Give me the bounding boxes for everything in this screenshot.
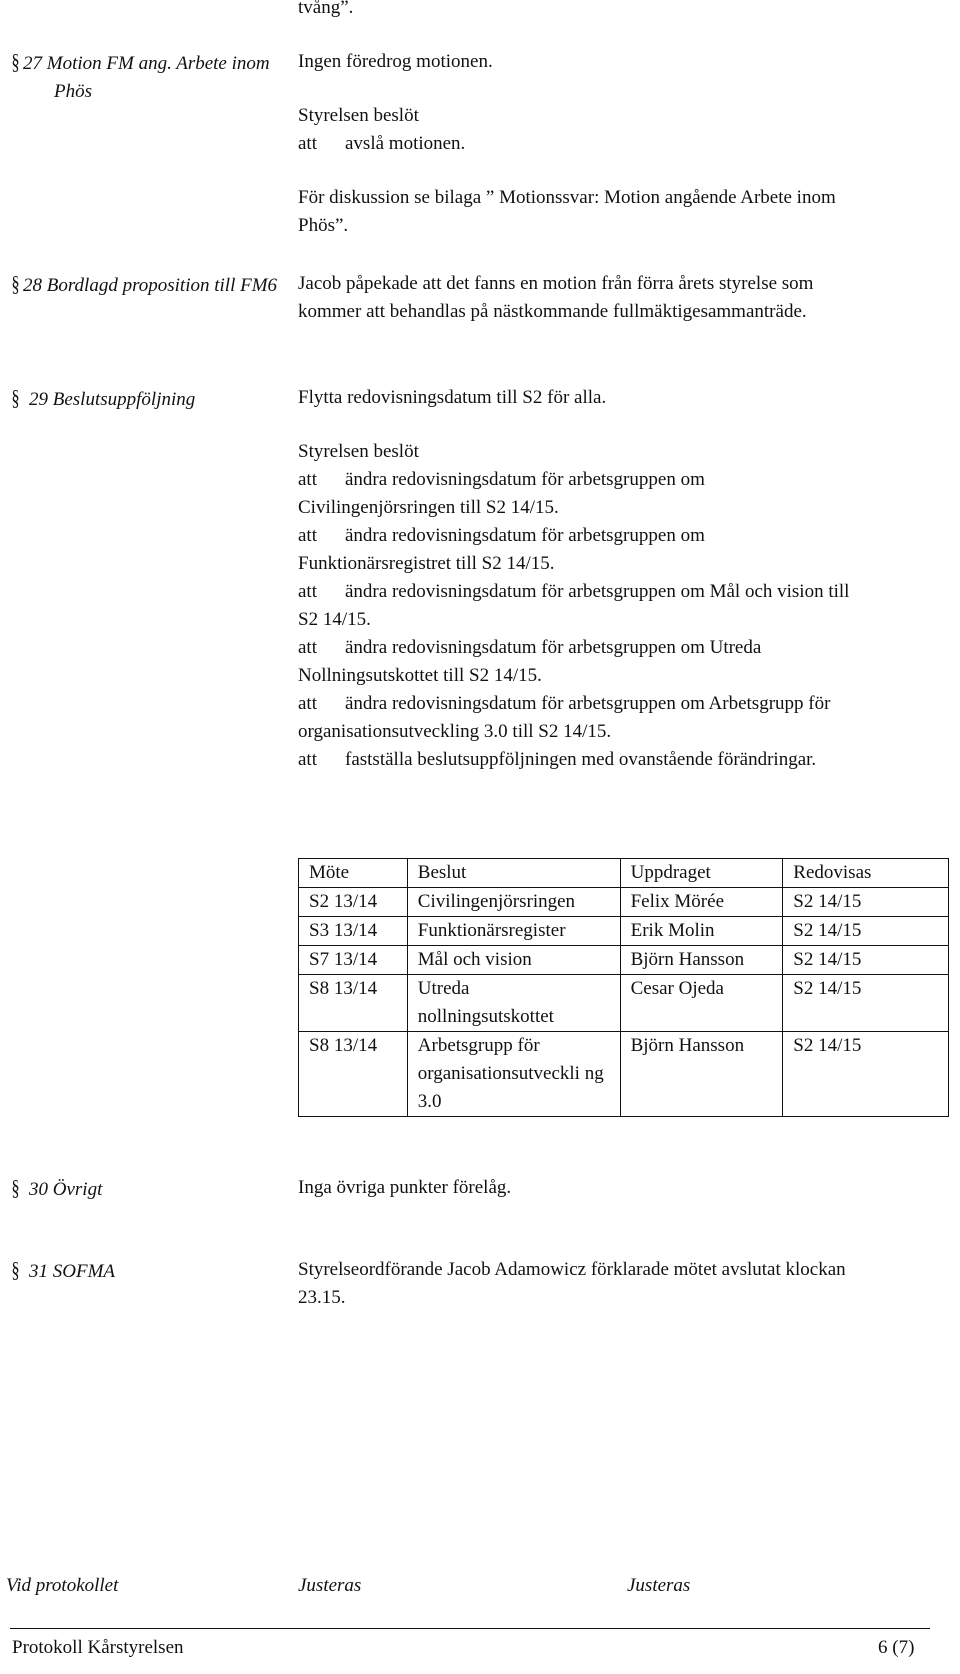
- att-decision-text: ändra redovisningsdatum för arbetsgruppen om: [345, 469, 705, 490]
- table-row: [299, 975, 949, 1032]
- att-word: att: [298, 525, 317, 546]
- att-decision-text: fastställa beslutsuppföljningen med ovanstående förändringar.: [345, 749, 817, 770]
- signature-justeras-2: Justeras: [627, 1575, 691, 1596]
- footer-doc-title: Protokoll Kårstyrelsen: [12, 1637, 184, 1658]
- table-cell: Funktionärsregister: [407, 917, 620, 946]
- att-decision-continuation: organisationsutveckling 3.0 till S2 14/15.: [298, 721, 612, 742]
- signature-vid-protokollet: Vid protokollet: [6, 1575, 119, 1596]
- att-decision-continuation: Civilingenjörsringen till S2 14/15.: [298, 497, 559, 518]
- att-word: att: [298, 581, 317, 602]
- section-30-heading: [10, 1174, 290, 1204]
- att-word: att: [298, 469, 317, 490]
- table-cell: S2 14/15: [783, 946, 949, 975]
- s27-discussion-line2: Phös”.: [298, 215, 349, 236]
- s31-line2: 23.15.: [298, 1287, 346, 1308]
- table-cell: Utreda nollningsutskottet: [407, 975, 620, 1032]
- att-word: att: [298, 133, 317, 154]
- table-cell: S2 14/15: [783, 975, 949, 1032]
- section-28-body: [298, 270, 948, 326]
- table-row: [299, 1032, 949, 1117]
- section-30-heading-text: 30 Övrigt: [29, 1179, 103, 1200]
- table-cell: S3 13/14: [299, 917, 408, 946]
- att-decision-continuation: Funktionärsregistret till S2 14/15.: [298, 553, 555, 574]
- att-decision-text: ändra redovisningsdatum för arbetsgruppen om: [345, 525, 705, 546]
- att-decision-row: [298, 746, 948, 774]
- followup-table: [298, 858, 949, 1117]
- table-cell: S8 13/14: [299, 975, 408, 1032]
- s29-decision-list: [298, 466, 948, 774]
- att-decision-row: [298, 690, 948, 718]
- table-header-row: [299, 859, 949, 888]
- s29-intro: Flytta redovisningsdatum till S2 för alla.: [298, 387, 607, 408]
- s27-line2: Styrelsen beslöt: [298, 105, 419, 126]
- table-cell: S7 13/14: [299, 946, 408, 975]
- continued-text: tvång”.: [298, 0, 354, 18]
- att-decision-row: [298, 522, 948, 550]
- s27-decision: [298, 130, 948, 158]
- table-row: [299, 888, 949, 917]
- table-cell: S2 14/15: [783, 1032, 949, 1117]
- s28-line1: Jacob påpekade att det fanns en motion från förra årets styrelse som: [298, 273, 814, 294]
- table-header-cell: Redovisas: [783, 859, 949, 888]
- att-word: att: [298, 749, 317, 770]
- att-word: att: [298, 693, 317, 714]
- signature-justeras-1: Justeras: [298, 1575, 362, 1596]
- section-27-body: [298, 48, 948, 240]
- section-28-heading-text: 28 Bordlagd proposition till FM6: [23, 275, 278, 296]
- table-cell: Cesar Ojeda: [620, 975, 783, 1032]
- section-sign-icon: §: [11, 1175, 20, 1200]
- table-cell: Civilingenjörsringen: [407, 888, 620, 917]
- att-decision-text: ändra redovisningsdatum för arbetsgruppen om Mål och vision till: [345, 581, 850, 602]
- section-31-heading: [10, 1256, 290, 1286]
- section-29-body: [298, 384, 948, 774]
- table-cell: Mål och vision: [407, 946, 620, 975]
- table-row: [299, 946, 949, 975]
- s27-discussion-line1: För diskussion se bilaga ” Motionssvar: Motion angående Arbete inom: [298, 187, 836, 208]
- att-decision-text: ändra redovisningsdatum för arbetsgruppen om Utreda: [345, 637, 762, 658]
- section-sign-icon: §: [11, 271, 20, 296]
- table-header-cell: Uppdraget: [620, 859, 783, 888]
- table-cell: Björn Hansson: [620, 946, 783, 975]
- footer-page-number: 6 (7): [878, 1637, 915, 1658]
- s31-line1: Styrelseordförande Jacob Adamowicz förklarade mötet avslutat klockan: [298, 1259, 846, 1280]
- section-27-heading-line2: Phös: [54, 81, 92, 102]
- att-decision-continuation: S2 14/15.: [298, 609, 371, 630]
- section-sign-icon: §: [11, 1257, 20, 1282]
- s27-decision-text: avslå motionen.: [345, 133, 466, 154]
- footer-rule: [10, 1628, 930, 1629]
- section-sign-icon: §: [11, 385, 20, 410]
- att-word: att: [298, 637, 317, 658]
- section-29-heading-text: 29 Beslutsuppföljning: [29, 389, 196, 410]
- section-28-heading: [10, 270, 290, 300]
- s28-line2: kommer att behandlas på nästkommande fullmäktigesammanträde.: [298, 301, 807, 322]
- table-cell: Felix Mörée: [620, 888, 783, 917]
- att-decision-row: [298, 634, 948, 662]
- section-sign-icon: §: [11, 49, 20, 74]
- table-cell: S2 14/15: [783, 917, 949, 946]
- att-decision-row: [298, 578, 948, 606]
- s27-line1: Ingen föredrog motionen.: [298, 51, 493, 72]
- table-cell: S2 13/14: [299, 888, 408, 917]
- table-cell: Erik Molin: [620, 917, 783, 946]
- s29-beslot: Styrelsen beslöt: [298, 441, 419, 462]
- table-cell: S8 13/14: [299, 1032, 408, 1117]
- section-27-heading-line1: 27 Motion FM ang. Arbete inom: [23, 53, 270, 74]
- att-decision-row: [298, 466, 948, 494]
- section-29-heading: [10, 384, 290, 414]
- section-31-body: [298, 1256, 948, 1312]
- s30-text: Inga övriga punkter förelåg.: [298, 1177, 512, 1198]
- table-row: [299, 917, 949, 946]
- att-decision-continuation: Nollningsutskottet till S2 14/15.: [298, 665, 542, 686]
- section-27-heading: [10, 48, 280, 106]
- table-cell: Arbetsgrupp för organisationsutveckli ng 3.0: [407, 1032, 620, 1117]
- att-decision-text: ändra redovisningsdatum för arbetsgruppen om Arbetsgrupp för: [345, 693, 831, 714]
- table-header-cell: Möte: [299, 859, 408, 888]
- table-header-cell: Beslut: [407, 859, 620, 888]
- table-cell: Björn Hansson: [620, 1032, 783, 1117]
- section-31-heading-text: 31 SOFMA: [29, 1261, 116, 1282]
- table-cell: S2 14/15: [783, 888, 949, 917]
